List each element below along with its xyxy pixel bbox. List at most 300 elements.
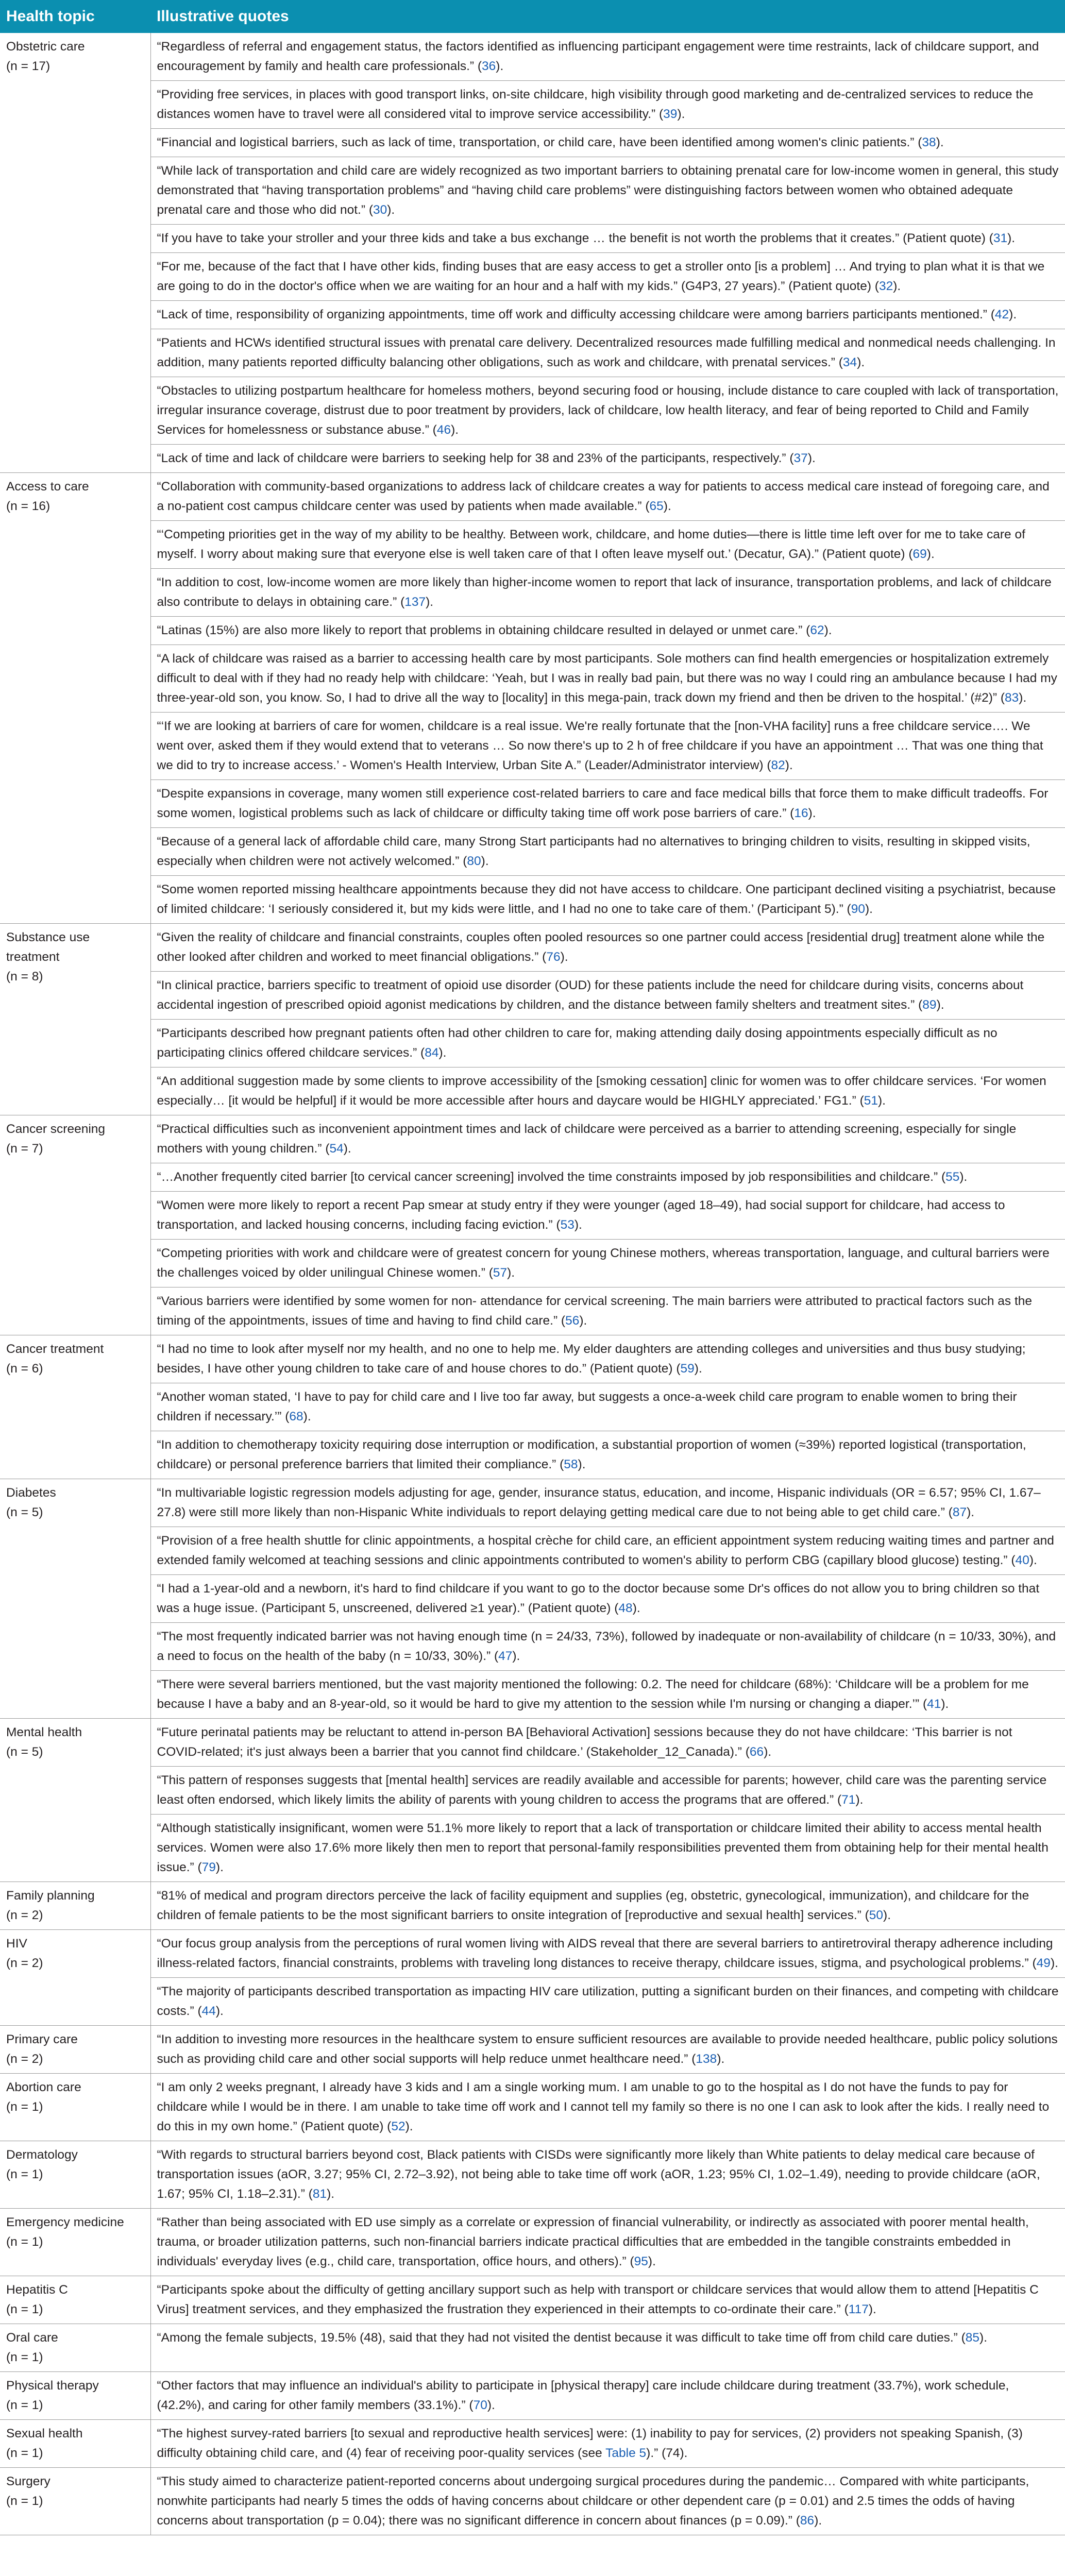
study-count: (n = 2) [6, 1908, 43, 1922]
study-count: (n = 17) [6, 59, 50, 73]
quote-text: “The most frequently indicated barrier was not having enough time (n = 24/33, 73%), followed by inadequate or non-availability of childcare (n = 10/33, 30%), and a need to focus on the health of the baby (n = 10/33, 30%).” ( [157, 1630, 1056, 1663]
quote-end: ). [1009, 308, 1017, 321]
quote-end: ). [1050, 1956, 1058, 1970]
quote-end: ). [936, 135, 944, 149]
quote-text: “In multivariable logistic regression models adjusting for age, gender, insurance status, education, and income, Hispanic individuals (OR = 6.57; 95% CI, 1.67–27.8) were still more likely than non-Hispanic White individuals to report delaying getting medical care due to not being able to get child care.” ( [157, 1486, 1041, 1519]
quote-cell [150, 2420, 1065, 2468]
health-topic-cell [0, 1115, 150, 1335]
study-count: (n = 1) [6, 2398, 43, 2412]
quote-text: “Future perinatal patients may be reluctant to attend in-person BA [Behavioral Activation] sessions because they do not have childcare: ‘This barrier is not COVID-related; it's just always been a barrier that you cannot find childcare.’ (Stakeholder_12_Canada).” ( [157, 1725, 1012, 1759]
health-topic-label: Cancer treatment [6, 1342, 104, 1356]
study-count: (n = 1) [6, 2494, 43, 2508]
quote-end: ). [215, 1860, 224, 1874]
reference-link[interactable]: 38 [922, 135, 936, 149]
reference-link[interactable]: 69 [912, 547, 927, 561]
study-count: (n = 1) [6, 2235, 43, 2249]
quote-end: ). [926, 547, 935, 561]
quote-cell [150, 1287, 1065, 1335]
reference-link[interactable]: 71 [841, 1793, 856, 1807]
quote-cell [150, 569, 1065, 617]
reference-link[interactable]: 68 [289, 1410, 303, 1423]
quote-end: ). [578, 1458, 586, 1471]
table-row [0, 1067, 1065, 1115]
reference-link[interactable]: 40 [1015, 1553, 1029, 1567]
quote-text: “The majority of participants described transportation as impacting HIV care utilization, putting a significant burden on their finances, and competing with childcare costs.” ( [157, 1985, 1059, 2018]
reference-link[interactable]: 65 [649, 499, 664, 513]
reference-link[interactable]: 85 [965, 2331, 980, 2345]
health-topic-cell [0, 2141, 150, 2209]
table-row [0, 81, 1065, 129]
header-topic: Health topic [0, 0, 150, 33]
table-row [0, 1431, 1065, 1479]
health-topic-label: Surgery [6, 2475, 50, 2488]
table-row [0, 253, 1065, 301]
table-row [0, 876, 1065, 924]
quote-text: “While lack of transportation and child care are widely recognized as two important barriers to obtaining prenatal care for low-income women in general, this study demonstrated that “having transportation problems” and “having child care problems” were distinguishing factors between women who obtained adequate prenatal care and those who did not.” ( [157, 164, 1059, 217]
quote-text: “Financial and logistical barriers, such as lack of time, transportation, or child care, have been identified among women's clinic patients.” ( [157, 135, 922, 149]
quote-cell [150, 2372, 1065, 2420]
quote-cell [150, 521, 1065, 569]
reference-link[interactable]: 36 [482, 59, 496, 73]
reference-link[interactable]: 89 [922, 998, 937, 1012]
quote-text: “For me, because of the fact that I have other kids, finding buses that are easy access to get a stroller onto [is a problem] … And trying to plan what it is that we are going to do in the doctor's office when we are waiting for an hour and a half with my kids.” (G4P3, 27 years).” (Patient quote) ( [157, 260, 1045, 293]
quote-cell [150, 1163, 1065, 1192]
health-topic-cell [0, 2324, 150, 2372]
health-topic-label: Obstetric care [6, 40, 85, 54]
quote-cell [150, 1192, 1065, 1240]
reference-link[interactable]: 54 [329, 1142, 344, 1156]
table-row [0, 1575, 1065, 1623]
quote-end: ). [632, 1601, 640, 1615]
quote-end: ). [512, 1649, 520, 1663]
quote-text: “In addition to chemotherapy toxicity requiring dose interruption or modification, a substantial proportion of women (≈39%) reported logistical (transportation, childcare) or personal preference barriers that limited their compliance.” ( [157, 1438, 1026, 1471]
reference-link[interactable]: 47 [498, 1649, 513, 1663]
quote-end: ). [878, 1094, 886, 1108]
quote-end: ). [574, 1218, 582, 1232]
reference-link[interactable]: 83 [1005, 691, 1019, 705]
quote-text: “I had a 1-year-old and a newborn, it's hard to find childcare if you want to go to the doctor because some Dr's offices do not allow you to bring children so that was a huge issue. (Participant 5, unscreened, delivered ≥1 year).” (Patient quote) ( [157, 1582, 1040, 1615]
quote-cell [150, 924, 1065, 972]
reference-link[interactable]: 137 [404, 595, 426, 609]
quote-end: ). [387, 203, 395, 217]
quote-cell [150, 1431, 1065, 1479]
table-row [0, 1240, 1065, 1287]
quote-cell [150, 2074, 1065, 2141]
quote-end: ). [438, 1046, 447, 1060]
quote-cell [150, 33, 1065, 81]
table-row [0, 2026, 1065, 2074]
quote-cell [150, 81, 1065, 129]
quote-text: “An additional suggestion made by some clients to improve accessibility of the [smoking cessation] clinic for women was to offer childcare services. ‘For women especially… [it would be helpful] if it would be more accessible after hours and daycare would be HIGHLY appreciated.’ FG1.” ( [157, 1074, 1046, 1108]
table-row [0, 129, 1065, 157]
reference-link[interactable]: 46 [436, 423, 451, 437]
table-row [0, 1623, 1065, 1671]
quote-cell [150, 1815, 1065, 1882]
reference-link[interactable]: 48 [618, 1601, 633, 1615]
quote-text: “Collaboration with community-based organizations to address lack of childcare creates a way for patients to access medical care instead of foregoing care, and a no-patient cost campus childcare center was used by patients when made available.” ( [157, 480, 1050, 513]
quote-cell [150, 377, 1065, 445]
table-row [0, 377, 1065, 445]
reference-link[interactable]: 82 [771, 758, 785, 772]
quote-text: “In addition to cost, low-income women are more likely than higher-income women to report that lack of insurance, transportation problems, and lack of childcare also contribute to delays in obtaining care.” ( [157, 575, 1052, 609]
reference-link[interactable]: 87 [952, 1505, 967, 1519]
quote-cell [150, 473, 1065, 521]
table-row [0, 1115, 1065, 1163]
reference-link[interactable]: 58 [564, 1458, 578, 1471]
health-topic-label: Cancer screening [6, 1122, 106, 1136]
quote-text: “Latinas (15%) are also more likely to report that problems in obtaining childcare resulted in delayed or unmet care.” ( [157, 623, 810, 637]
reference-link[interactable]: 66 [749, 1745, 764, 1759]
reference-link[interactable]: 117 [848, 2302, 869, 2316]
study-count: (n = 1) [6, 2100, 43, 2114]
table-row [0, 780, 1065, 828]
study-count: (n = 1) [6, 2167, 43, 2181]
study-count: (n = 7) [6, 1142, 43, 1156]
quote-end: ). [487, 2398, 495, 2412]
quote-cell [150, 780, 1065, 828]
quote-text: “Rather than being associated with ED use simply as a correlate or expression of financial vulnerability, or indirectly as associated with poorer mental health, trauma, or broader utilization patterns, such non-financial barriers indicate practical difficulties that are embedded in the tangible constraints embedded in individuals' everyday lives (e.g., child care, transportation, office hours, and others).” ( [157, 2215, 1029, 2268]
quote-text: “This study aimed to characterize patient-reported concerns about undergoing surgical procedures during the pandemic… Compared with white participants, nonwhite participants had nearly 5 times the odds of having concerns about childcare or other dependent care (p = 0.01) and 2.5 times the odds of having concerns about transportation (p = 0.04); there was no significant difference in concern about finances (p = 0.09).” ( [157, 2475, 1029, 2528]
reference-link[interactable]: 50 [869, 1908, 884, 1922]
reference-link[interactable]: 62 [810, 623, 824, 637]
quote-text: “Patients and HCWs identified structural issues with prenatal care delivery. Decentralized resources made fulfilling medical and nonmedical needs challenging. In addition, many patients reported difficulty balancing other obligations, such as work and childcare, with prenatal services.” ( [157, 336, 1056, 369]
quote-end: ). [883, 1908, 891, 1922]
quote-end: ). [785, 758, 793, 772]
quote-cell [150, 1767, 1065, 1815]
table-row [0, 157, 1065, 225]
health-topic-label: Dermatology [6, 2148, 78, 2162]
quote-cell [150, 713, 1065, 780]
health-topic-label: Hepatitis C [6, 2283, 68, 2297]
reference-link[interactable]: 95 [634, 2255, 648, 2268]
reference-link[interactable]: 51 [864, 1094, 878, 1108]
reference-link[interactable]: 44 [201, 2004, 216, 2018]
quote-cell [150, 157, 1065, 225]
table-row [0, 972, 1065, 1020]
table-row [0, 924, 1065, 972]
quote-end: ). [855, 1793, 864, 1807]
quote-cell [150, 876, 1065, 924]
health-topic-label: Family planning [6, 1889, 95, 1903]
reference-link[interactable]: Table 5 [605, 2446, 647, 2460]
reference-link[interactable]: 16 [794, 806, 808, 820]
table-row [0, 1479, 1065, 1527]
table-row [0, 1287, 1065, 1335]
quote-text: “There were several barriers mentioned, but the vast majority mentioned the following: 0.2. The need for childcare (68%): ‘Childcare will be a problem for me because I have a baby and an 8-year-old, so it would be hard to give my attention to the session while I'm nursing or changing a diaper.’” ( [157, 1677, 1029, 1711]
health-topic-label: Mental health [6, 1725, 82, 1739]
quote-end: ). [824, 623, 832, 637]
table-row [0, 445, 1065, 473]
quote-end: ). [405, 2120, 413, 2133]
reference-link[interactable]: 52 [391, 2120, 405, 2133]
quote-end: ). [857, 355, 865, 369]
table-row [0, 1767, 1065, 1815]
table-row [0, 617, 1065, 645]
quote-text: “Various barriers were identified by some women for non- attendance for cervical screening. The main barriers were attributed to practical factors such as the timing of the appointments, issues of time and having to find child care.” ( [157, 1294, 1033, 1328]
quote-cell [150, 1978, 1065, 2026]
quote-end: ). [648, 2255, 656, 2268]
quote-cell [150, 645, 1065, 713]
table-row [0, 828, 1065, 876]
quote-end: ). [893, 279, 901, 293]
table-row [0, 1671, 1065, 1719]
reference-link[interactable]: 70 [473, 2398, 487, 2412]
table-row [0, 2074, 1065, 2141]
quote-cell [150, 617, 1065, 645]
reference-link[interactable]: 31 [993, 231, 1008, 245]
quote-text: “Participants described how pregnant patients often had other children to care for, making attending daily dosing appointments especially difficult as no participating clinics offered childcare services.” ( [157, 1026, 998, 1060]
health-topic-cell [0, 2209, 150, 2276]
table-row [0, 1192, 1065, 1240]
reference-link[interactable]: 138 [696, 2052, 717, 2066]
health-topic-cell [0, 2420, 150, 2468]
health-topic-cell [0, 1719, 150, 1882]
quote-end: ). [343, 1142, 351, 1156]
quote-cell [150, 1020, 1065, 1067]
quote-end: ). [426, 595, 434, 609]
study-count: (n = 2) [6, 2052, 43, 2066]
quote-text: “If you have to take your stroller and your three kids and take a bus exchange … the benefit is not worth the problems that it creates.” (Patient quote) ( [157, 231, 993, 245]
quote-end: ). [579, 1314, 587, 1328]
quote-text: “Obstacles to utilizing postpartum healthcare for homeless mothers, beyond securing food or housing, include distance to care coupled with lack of transportation, irregular insurance coverage, distrust due to poor treatment by providers, lack of childcare, low health literacy, and fear of being reported to Child and Family Services for homelessness or substance abuse.” ( [157, 384, 1059, 437]
health-topic-cell [0, 1882, 150, 1930]
health-topic-cell [0, 1335, 150, 1479]
study-count: (n = 1) [6, 2350, 43, 2364]
table-row [0, 1930, 1065, 1978]
quote-text: “Competing priorities with work and childcare were of greatest concern for young Chinese mothers, whereas transportation, language, and cultural barriers were the challenges voiced by older unilingual Chinese women.” ( [157, 1246, 1050, 1280]
quote-cell [150, 129, 1065, 157]
quote-cell [150, 1930, 1065, 1978]
reference-link[interactable]: 42 [994, 308, 1009, 321]
quote-text: “Given the reality of childcare and financial constraints, couples often pooled resources so one partner could access [residential drug] treatment alone while the other looked after children and worked to meet financial obligations.” ( [157, 930, 1045, 964]
health-topic-cell [0, 2276, 150, 2324]
quote-end: ). [717, 2052, 725, 2066]
quote-cell [150, 253, 1065, 301]
quote-end: ). [677, 107, 685, 121]
reference-link[interactable]: 53 [560, 1218, 574, 1232]
header-row [0, 0, 1065, 33]
table-row [0, 645, 1065, 713]
table-row [0, 1978, 1065, 2026]
study-count: (n = 8) [6, 970, 43, 984]
quote-end: ). [481, 854, 489, 868]
quote-text: “81% of medical and program directors perceive the lack of facility equipment and supplies (eg, obstetric, gynecological, immunization), and childcare for the children of female patients to be the most significant barriers to onsite integration of [reproductive and sexual health] services.” ( [157, 1889, 1029, 1922]
quote-text: “Participants spoke about the difficulty of getting ancillary support such as help with transport or childcare services that would allow them to attend [Hepatitis C Virus] treatment services, and they emphasized the frustration they experienced in their attempts to co-ordinate their care.” ( [157, 2283, 1039, 2316]
quote-text: “I had no time to look after myself nor my health, and no one to help me. My elder daughters are attending colleges and universities and thus busy studying; besides, I have other young children to take care of and house chores to do.” (Patient quote) ( [157, 1342, 1026, 1376]
reference-link[interactable]: 76 [546, 950, 561, 964]
quote-cell [150, 445, 1065, 473]
quote-end: ). [959, 1170, 968, 1184]
health-topic-label: Physical therapy [6, 2379, 99, 2393]
health-topic-label: Sexual health [6, 2427, 83, 2441]
reference-link[interactable]: 49 [1036, 1956, 1051, 1970]
study-count: (n = 16) [6, 499, 50, 513]
quote-text: “With regards to structural barriers beyond cost, Black patients with CISDs were significantly more likely than White patients to delay medical care because of transportation issues (aOR, 3.27; 95% CI, 2.72–3.92), not being able to take time off work (aOR, 1.23; 95% CI, 1.02–1.49), needing to provide childcare (aOR, 1.67; 95% CI, 1.18–2.31).” ( [157, 2148, 1040, 2201]
health-topic-cell [0, 1479, 150, 1719]
reference-link[interactable]: 41 [927, 1697, 941, 1711]
table-row [0, 1527, 1065, 1575]
health-topic-cell [0, 2074, 150, 2141]
quote-end: ). [941, 1697, 949, 1711]
quote-cell [150, 1671, 1065, 1719]
quote-cell [150, 1527, 1065, 1575]
table-body [0, 33, 1065, 2535]
health-topic-cell [0, 2026, 150, 2074]
quote-cell [150, 329, 1065, 377]
health-topic-label: HIV [6, 1937, 27, 1951]
table-row [0, 473, 1065, 521]
quote-text: “Providing free services, in places with good transport links, on-site childcare, high visibility through good marketing and de-centralized services to reduce the distances women have to travel were all considered vital to improve service accessibility.” ( [157, 88, 1034, 121]
quote-cell [150, 2209, 1065, 2276]
study-count: (n = 2) [6, 1956, 43, 1970]
quote-text: “Regardless of referral and engagement status, the factors identified as influencing participant engagement were time restraints, lack of childcare support, and encouragement by family and health care professionals.” ( [157, 40, 1039, 73]
quote-text: “Our focus group analysis from the perceptions of rural women living with AIDS reveal that there are several barriers to antiretroviral therapy adherence including illness-related factors, financial constraints, problems with traveling long distances to receive therapy, childcare issues, stigma, and psychological problems.” ( [157, 1937, 1053, 1970]
health-topic-cell [0, 2372, 150, 2420]
quote-text: “Some women reported missing healthcare appointments because they did not have access to childcare. One participant declined visiting a psychiatrist, because of limited childcare: ‘I seriously considered it, but my kids were little, and I had no one to take care of them.’ (Participant 5).” ( [157, 883, 1056, 916]
quote-cell [150, 2324, 1065, 2372]
table-row [0, 2420, 1065, 2468]
quote-text: “I am only 2 weeks pregnant, I already have 3 kids and I am a single working mum. I am unable to go to the hospital as I do not have the funds to pay for childcare while I would be in there. I am unable to take time off work and I cannot tell my family so there is no one I can ask to look after the kids. I really need to do this in my own home.” (Patient quote) ( [157, 2080, 1050, 2133]
quote-end: ). [936, 998, 944, 1012]
reference-link[interactable]: 81 [312, 2187, 327, 2201]
quote-end: ). [327, 2187, 335, 2201]
table-row [0, 2372, 1065, 2420]
reference-link[interactable]: 79 [201, 1860, 216, 1874]
quote-cell [150, 1623, 1065, 1671]
reference-link[interactable]: 32 [878, 279, 893, 293]
health-topic-cell [0, 33, 150, 473]
health-topic-label: Diabetes [6, 1486, 56, 1500]
quote-text: “Another woman stated, ‘I have to pay for child care and I live too far away, but suggests a once-a-week child care program to enable women to bring their children if necessary.’” ( [157, 1390, 1017, 1423]
quote-text: “The highest survey-rated barriers [to sexual and reproductive health services] were: (1) inability to pay for services, (2) providers not speaking Spanish, (3) difficulty obtaining child care, and (4) fear of receiving poor-quality services (see [157, 2427, 1023, 2460]
quote-text: “Lack of time, responsibility of organizing appointments, time off work and difficulty accessing childcare were among barriers participants mentioned.” ( [157, 308, 995, 321]
table-row [0, 1882, 1065, 1930]
quote-cell [150, 225, 1065, 253]
quote-text: “Lack of time and lack of childcare were barriers to seeking help for 38 and 23% of the participants, respectively.” ( [157, 451, 794, 465]
reference-link[interactable]: 39 [663, 107, 678, 121]
quote-end: ). [303, 1410, 311, 1423]
table-row [0, 1383, 1065, 1431]
quote-end: ). [967, 1505, 975, 1519]
reference-link[interactable]: 56 [565, 1314, 580, 1328]
health-topic-label: Primary care [6, 2032, 78, 2046]
quote-cell [150, 2141, 1065, 2209]
quote-end: ). [496, 59, 504, 73]
health-topic-label: Emergency medicine [6, 2215, 124, 2229]
table-row [0, 1815, 1065, 1882]
quote-end: ). [215, 2004, 224, 2018]
quote-end: ).” (74). [646, 2446, 688, 2460]
reference-link[interactable]: 80 [467, 854, 481, 868]
table-row [0, 1163, 1065, 1192]
quote-text: “This pattern of responses suggests that [mental health] services are readily available and accessible for parents; however, child care was the parenting service least often endorsed, which likely limits the ability of parents with young children to access the programs that are offered.” ( [157, 1773, 1047, 1807]
quote-cell [150, 972, 1065, 1020]
quote-text: “‘Competing priorities get in the way of my ability to be healthy. Between work, childcare, and home duties—there is little time left over for me to take care of myself. I worry about making sure that everyone else is well taken care of that I often leave myself out.’ (Decatur, GA).” (Patient quote) ( [157, 528, 1025, 561]
health-topic-cell [0, 924, 150, 1115]
quote-cell [150, 1067, 1065, 1115]
quote-end: ). [1019, 691, 1027, 705]
table-row [0, 225, 1065, 253]
reference-link[interactable]: 90 [851, 902, 865, 916]
table-row [0, 713, 1065, 780]
quote-cell [150, 2026, 1065, 2074]
quote-text: “…Another frequently cited barrier [to cervical cancer screening] involved the time constraints imposed by job responsibilities and childcare.” ( [157, 1170, 946, 1184]
quote-end: ). [807, 451, 816, 465]
quote-cell [150, 1479, 1065, 1527]
quote-end: ). [694, 1362, 702, 1376]
quote-cell [150, 301, 1065, 329]
table-row [0, 2276, 1065, 2324]
health-topic-cell [0, 2468, 150, 2535]
quote-cell [150, 1115, 1065, 1163]
quote-cell [150, 1575, 1065, 1623]
health-topic-label: Oral care [6, 2331, 58, 2345]
reference-link[interactable]: 59 [680, 1362, 695, 1376]
quote-text: “‘If we are looking at barriers of care for women, childcare is a real issue. We're really fortunate that the [non-VHA facility] runs a free childcare service…. We went over, asked them if they would extend that to veterans … So now there's up to 2 h of free childcare if you have an appointment … That was one thing that we did to try to increase access.’ - Women's Health Interview, Urban Site A.” (Leader/Administrator interview) ( [157, 719, 1043, 772]
study-count: (n = 1) [6, 2446, 43, 2460]
quote-cell [150, 1383, 1065, 1431]
study-count: (n = 5) [6, 1745, 43, 1759]
reference-link[interactable]: 34 [842, 355, 857, 369]
quote-end: ). [507, 1266, 515, 1280]
table-row [0, 33, 1065, 81]
quote-end: ). [1007, 231, 1016, 245]
quote-end: ). [663, 499, 671, 513]
quote-cell [150, 1335, 1065, 1383]
quote-end: ). [451, 423, 459, 437]
quote-text: “Other factors that may influence an individual's ability to participate in [physical therapy] care include childcare during treatment (33.7%), work schedule, (42.2%), and caring for other family members (33.1%).” ( [157, 2379, 1009, 2412]
reference-link[interactable]: 57 [493, 1266, 508, 1280]
quote-end: ). [808, 806, 816, 820]
table-row [0, 1719, 1065, 1767]
reference-link[interactable]: 84 [425, 1046, 439, 1060]
quote-text: “In clinical practice, barriers specific to treatment of opioid use disorder (OUD) for these patients include the need for childcare during visits, concerns about accidental ingestion of prescribed opioid agonist medications by children, and the distance between family shelters and treatment sites.” ( [157, 978, 1024, 1012]
study-count: (n = 6) [6, 1362, 43, 1376]
reference-link[interactable]: 86 [800, 2514, 815, 2528]
health-topic-cell [0, 1930, 150, 2026]
reference-link[interactable]: 55 [945, 1170, 960, 1184]
quote-text: “Practical difficulties such as inconvenient appointment times and lack of childcare were perceived as a barrier to attending screening, especially for single mothers with young children.” ( [157, 1122, 1017, 1156]
quote-text: “Although statistically insignificant, women were 51.1% more likely to report that a lack of transportation or childcare limited their ability to access mental health services. Women were also 17.6% more likely then men to report that personal-family responsibilities prevented them from obtaining help for their mental health issue.” ( [157, 1821, 1049, 1874]
quote-end: ). [560, 950, 568, 964]
reference-link[interactable]: 37 [793, 451, 808, 465]
health-topic-label: Abortion care [6, 2080, 81, 2094]
quote-text: “In addition to investing more resources in the healthcare system to ensure sufficient resources are available to provide needed healthcare, public policy solutions such as providing child care and other social supports will help reduce unmet healthcare need.” ( [157, 2032, 1058, 2066]
table-row [0, 569, 1065, 617]
quote-text: “Women were more likely to report a recent Pap smear at study entry if they were younger (aged 18–49), had social support for childcare, had access to transportation, and lacked housing concerns, including facing eviction.” ( [157, 1198, 1005, 1232]
table-row [0, 1020, 1065, 1067]
table-row [0, 301, 1065, 329]
quote-cell [150, 1719, 1065, 1767]
quote-text: “Despite expansions in coverage, many women still experience cost-related barriers to care and face medical bills that force them to make difficult tradeoffs. For some women, logistical problems such as lack of childcare or difficulty taking time off work pose barriers of care.” ( [157, 787, 1049, 820]
health-topic-label: Substance use treatment [6, 930, 90, 964]
table-row [0, 2468, 1065, 2535]
header-quotes: Illustrative quotes [150, 0, 1065, 33]
reference-link[interactable]: 30 [373, 203, 387, 217]
health-topic-cell [0, 473, 150, 924]
quote-end: ). [868, 2302, 876, 2316]
table-row [0, 2141, 1065, 2209]
quote-end: ). [764, 1745, 772, 1759]
quote-end: ). [1029, 1553, 1037, 1567]
table-row [0, 2324, 1065, 2372]
quote-end: ). [814, 2514, 822, 2528]
quote-cell [150, 2276, 1065, 2324]
quote-end: ). [865, 902, 873, 916]
quote-text: “A lack of childcare was raised as a barrier to accessing health care by most participants. Sole mothers can find health emergencies or hospitalization extremely difficult to deal with if they had no ready help with childcare: ‘Yeah, but I was in really bad pain, but there was no way I could ring an ambulance because I had my three-year-old son, you know. So, I had to drive all the way to [locality] in this mega-pain, track down my friend and then be driven to the hospital.’ (#2)” ( [157, 652, 1057, 705]
quote-text: “Provision of a free health shuttle for clinic appointments, a hospital crèche for child care, an efficient appointment system reducing waiting times and partner and extended family welcomed at teaching sessions and clinic appointments contributed to women's ability to perform CBG (capillary blood glucose) testing.” ( [157, 1534, 1054, 1567]
quote-cell [150, 2468, 1065, 2535]
